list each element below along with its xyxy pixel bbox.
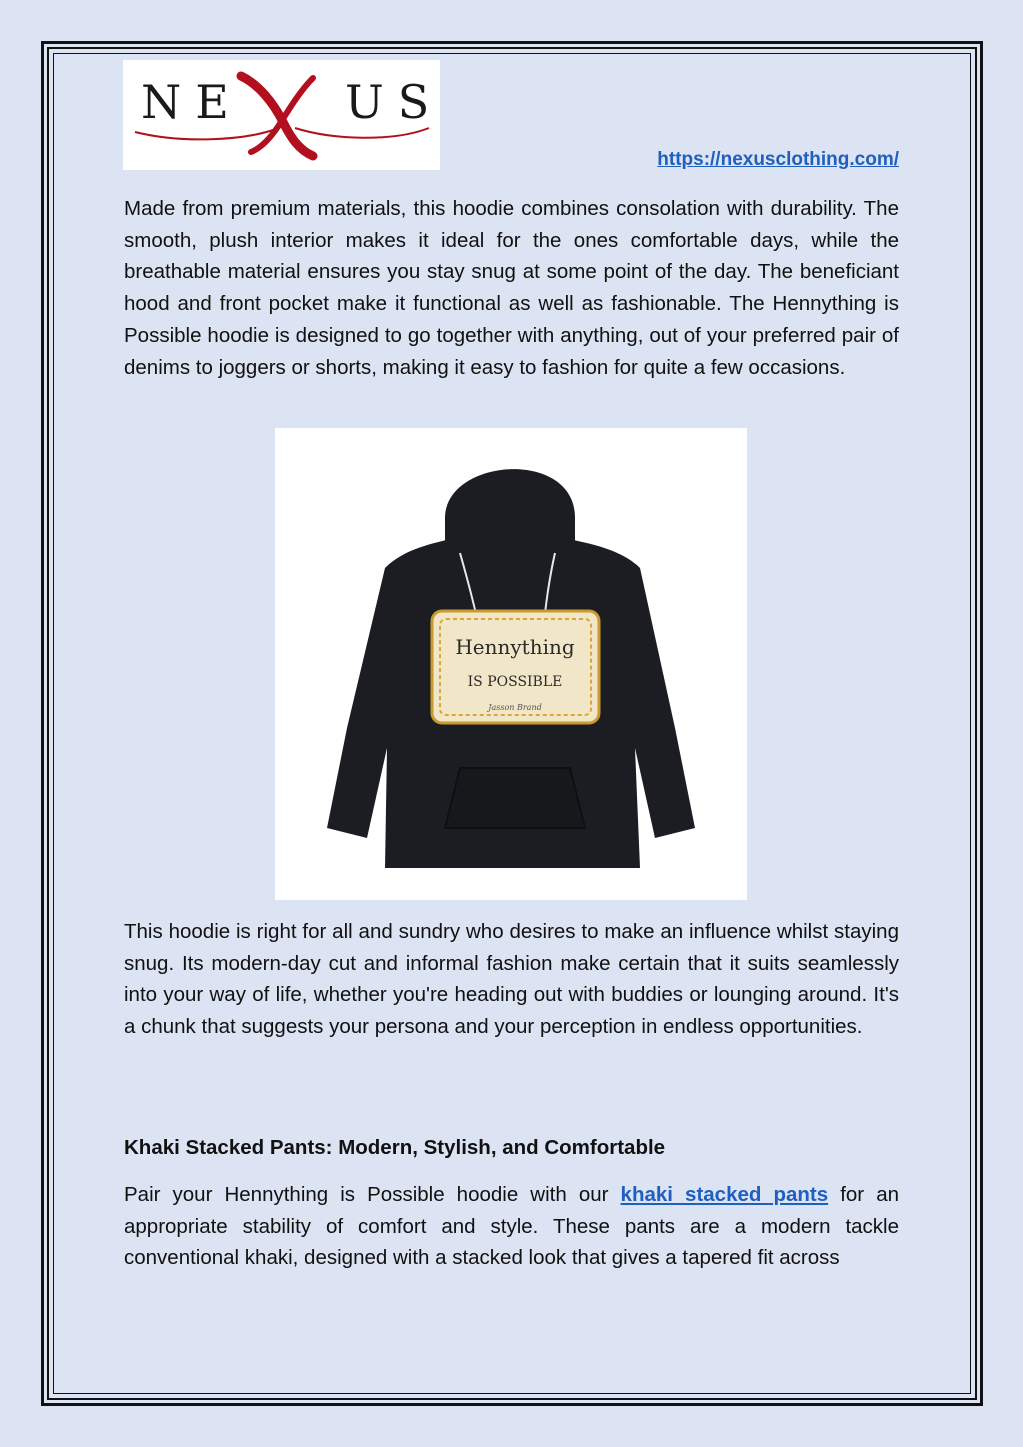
logo-text-right: US (345, 75, 440, 129)
hoodie-hood (445, 469, 575, 548)
logo-swoosh-right (295, 128, 429, 138)
khaki-pants-text-after: for an appropriate stability of comfort and style. These pants are a modern tackle conventional khaki, designed with a stacked look that gives a tapered fit across (124, 1183, 900, 1270)
hoodie-description-paragraph: This hoodie is right for all and sundry who desires to make an influence whilst staying snug. Its modern-day cut and informal fashion make certain that it suits seamlessly into your way of life, whether you're heading out with buddies or lounging around. It's a chunk that suggests your persona and your perception in endless opportunities. (124, 920, 899, 1039)
hoodie-product-image (275, 428, 747, 900)
label-is-possible-text: IS POSSIBLE (467, 674, 563, 690)
khaki-pants-paragraph (124, 1179, 899, 1274)
logo-swoosh-left (135, 130, 273, 139)
label-signature-text: Jasson Brand (488, 703, 542, 712)
intro-paragraph: Made from premium materials, this hoodie combines consolation with durability. The smooth, plush interior makes it ideal for the ones comfortable days, while the breathable material ensures you stay snug at some point of the day. The beneficiant hood and front pocket make it functional as well as fashionable. The Hennything is Possible hoodie is designed to go together with anything, out of your preferred pair of denims to joggers or shorts, making it easy to fashion for quite a few occasions. (124, 197, 899, 379)
khaki-pants-text-before: Pair your Hennything is Possible hoodie with our (124, 1183, 621, 1206)
logo-text-left: NE (141, 75, 243, 129)
khaki-stacked-pants-link[interactable]: khaki stacked pants (620, 1183, 829, 1206)
nexus-logo (123, 60, 440, 170)
section-heading: Khaki Stacked Pants: Modern, Stylish, and Comfortable (124, 1136, 666, 1159)
hoodie-illustration (275, 428, 747, 900)
hoodie-pocket (445, 768, 585, 828)
website-link[interactable]: https://nexusclothing.com/ (657, 149, 899, 170)
nexus-logo-graphic (123, 60, 440, 170)
label-hennything-text: Hennything (455, 635, 575, 659)
